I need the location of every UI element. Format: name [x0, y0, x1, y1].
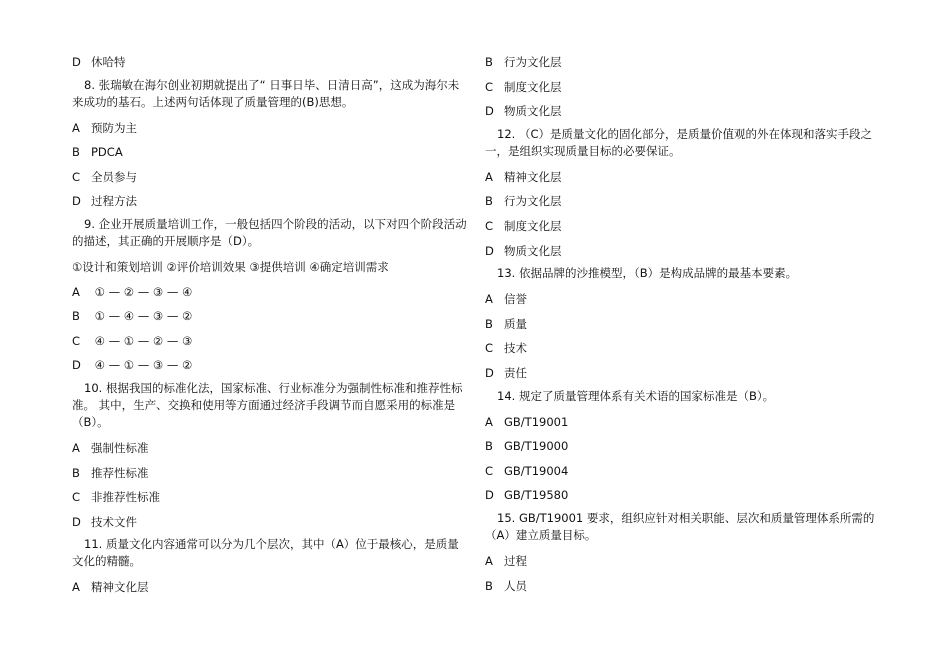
- option-text: 物质文化层: [504, 104, 562, 119]
- option-text: 精神文化层: [91, 580, 149, 595]
- answer-option: [72, 282, 467, 307]
- answer-option: [485, 485, 875, 510]
- option-letter: A: [485, 553, 493, 568]
- answer-option: [485, 52, 875, 77]
- answer-option: [72, 306, 467, 331]
- option-letter: A: [485, 292, 493, 307]
- option-letter: A: [485, 414, 493, 429]
- answer-option: [485, 241, 875, 266]
- option-letter: B: [485, 194, 493, 209]
- option-text: ① — ④ — ③ — ②: [91, 309, 193, 324]
- option-letter: C: [72, 490, 81, 505]
- option-text: 过程: [504, 553, 527, 568]
- question-text: 13. 依据品牌的沙推模型，（B）是构成品牌的最基本要素。: [497, 266, 798, 281]
- option-letter: D: [72, 55, 81, 69]
- option-text: PDCA: [91, 145, 123, 160]
- answer-option: [485, 461, 875, 486]
- option-letter: D: [485, 488, 494, 503]
- option-text: ① — ② — ③ — ④: [91, 284, 193, 299]
- option-letter: B: [485, 55, 493, 69]
- answer-option: [72, 167, 467, 192]
- answer-option: [72, 142, 467, 167]
- option-text: GB/T19001: [504, 414, 569, 429]
- option-text: 行为文化层: [504, 55, 562, 69]
- answer-option: [485, 191, 875, 216]
- answer-option: [485, 551, 875, 576]
- option-text: 强制性标准: [91, 440, 149, 455]
- option-text: 制度文化层: [504, 79, 562, 94]
- option-text: 责任: [504, 365, 527, 380]
- option-letter: B: [485, 578, 493, 593]
- option-text: 信誉: [504, 292, 527, 307]
- answer-option: [72, 191, 467, 216]
- option-letter: B: [485, 439, 493, 454]
- answer-option: [485, 436, 875, 461]
- answer-option: [485, 576, 875, 601]
- answer-option: [72, 512, 467, 537]
- option-text: 休哈特: [91, 55, 126, 69]
- answer-option: [485, 363, 875, 388]
- option-text: 精神文化层: [504, 169, 562, 184]
- option-text: ④ — ① — ② — ③: [91, 333, 193, 348]
- option-letter: B: [72, 145, 80, 160]
- answer-option: [485, 338, 875, 363]
- option-letter: C: [72, 169, 81, 184]
- option-letter: C: [485, 79, 494, 94]
- option-letter: A: [72, 580, 80, 595]
- option-letter: B: [485, 316, 493, 331]
- option-text: 推荐性标准: [91, 465, 149, 480]
- option-text: 非推荐性标准: [91, 490, 160, 505]
- option-text: 质量: [504, 316, 527, 331]
- answer-option: [72, 52, 467, 77]
- option-letter: C: [485, 341, 494, 356]
- question-text: 15. GB/T19001 要求，组织应针对相关职能、层次和质量管理体系所需的（A）建立质量目标。: [485, 510, 875, 542]
- option-text: 全员参与: [91, 169, 137, 184]
- answer-option: [485, 289, 875, 314]
- option-letter: A: [72, 284, 80, 299]
- option-text: GB/T19004: [504, 463, 569, 478]
- question-text: 9. 企业开展质量培训工作，一般包括四个阶段的活动，以下对四个阶段活动的描述，其正确的开展顺序是（D）。: [72, 216, 467, 248]
- question-text: 12. （C）是质量文化的固化部分，是质量价值观的外在体现和落实手段之一，是组织实现质量目标的必要保证。: [485, 126, 872, 158]
- question-text: 11. 质量文化内容通常可以分为几个层次，其中（A）位于最核心，是质量文化的精髓。: [72, 537, 459, 569]
- answer-option: [72, 438, 467, 463]
- question-text: 10. 根据我国的标准化法，国家标准、行业标准分为强制性标准和推荐性标准。 其中，生产、交换和使用等方面通过经济手段调节而自愿采用的标准是（B）。: [72, 380, 463, 429]
- option-letter: A: [485, 169, 493, 184]
- option-text: GB/T19000: [504, 439, 569, 454]
- answer-option: [485, 167, 875, 192]
- answer-option: [485, 216, 875, 241]
- option-letter: C: [72, 333, 81, 348]
- left-column: [72, 52, 467, 602]
- option-text: GB/T19580: [504, 488, 569, 503]
- answer-option: [72, 487, 467, 512]
- step-list-text: ①设计和策划培训 ②评价培训效果 ③提供培训 ④确定培训需求: [72, 259, 389, 274]
- answer-option: [485, 314, 875, 339]
- question-text: 14. 规定了质量管理体系有关术语的国家标准是（B）。: [497, 388, 775, 403]
- option-letter: D: [485, 365, 494, 380]
- option-text: 物质文化层: [504, 243, 562, 258]
- option-letter: C: [485, 463, 494, 478]
- option-text: 过程方法: [91, 194, 137, 209]
- question-text: 8. 张瑞敏在海尔创业初期就提出了“ 日事日毕、日清日高”，这成为海尔未来成功的基石。上述两句话体现了质量管理的(B)思想。: [72, 77, 460, 109]
- answer-option: [72, 355, 467, 380]
- answer-option: [485, 101, 875, 126]
- answer-option: [72, 463, 467, 488]
- answer-option: [72, 118, 467, 143]
- answer-option: [485, 412, 875, 437]
- option-letter: A: [72, 120, 80, 135]
- option-text: 制度文化层: [504, 218, 562, 233]
- option-text: ④ — ① — ③ — ②: [91, 358, 193, 373]
- option-letter: D: [72, 514, 81, 529]
- option-text: 行为文化层: [504, 194, 562, 209]
- option-letter: D: [72, 358, 81, 373]
- option-text: 预防为主: [91, 120, 137, 135]
- option-text: 技术: [504, 341, 527, 356]
- answer-option: [72, 577, 467, 602]
- option-letter: D: [72, 194, 81, 209]
- answer-option: [485, 77, 875, 102]
- option-letter: A: [72, 440, 80, 455]
- option-letter: B: [72, 465, 80, 480]
- option-letter: C: [485, 218, 494, 233]
- option-letter: B: [72, 309, 80, 324]
- option-letter: D: [485, 104, 494, 119]
- right-column: [485, 52, 875, 600]
- option-letter: D: [485, 243, 494, 258]
- option-text: 技术文件: [91, 514, 137, 529]
- answer-option: [72, 331, 467, 356]
- option-text: 人员: [504, 578, 527, 593]
